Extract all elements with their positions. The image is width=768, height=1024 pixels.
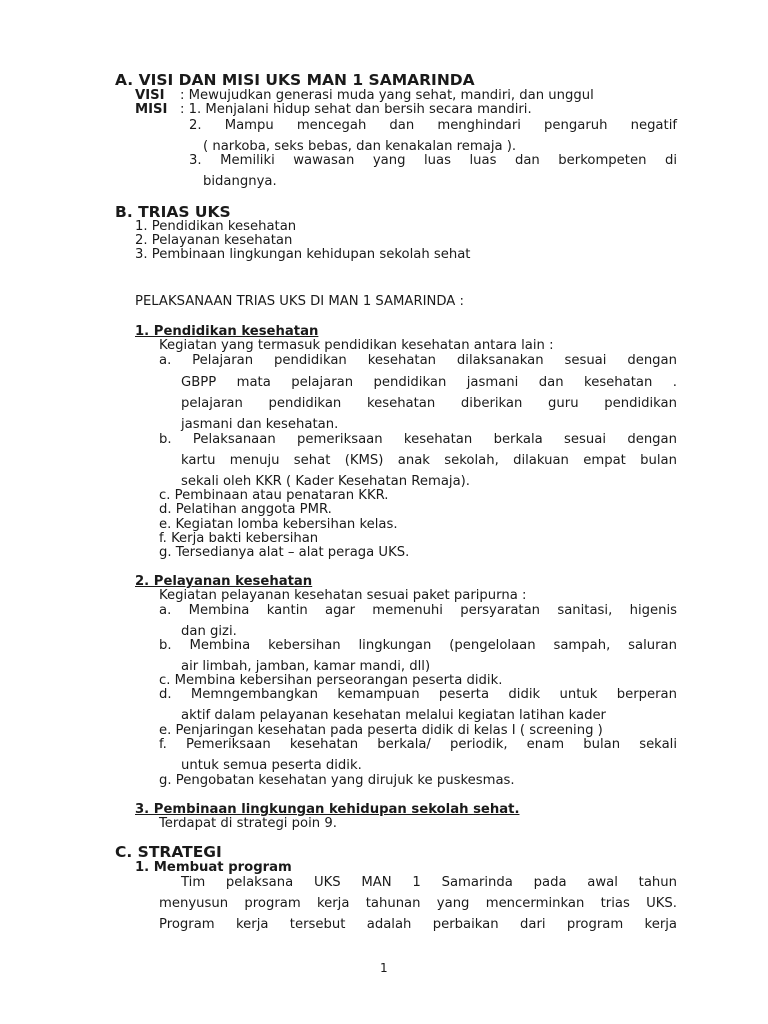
section-b-heading: B. TRIAS UKS xyxy=(115,203,231,221)
trias-item-3: 3. Pembinaan lingkungan kehidupan sekolah sehat xyxy=(135,247,471,262)
pelaksanaan-title: PELAKSANAAN TRIAS UKS DI MAN 1 SAMARINDA : xyxy=(135,294,464,309)
page-number: 1 xyxy=(380,961,388,975)
pelayanan-f-line-1: f. Pemeriksaan kesehatan berkala/ periodik, enam bulan sekali xyxy=(159,737,677,752)
section-c-heading: C. STRATEGI xyxy=(115,843,222,861)
pendidikan-heading: 1. Pendidikan kesehatan xyxy=(135,324,319,339)
pelayanan-f-line-2: untuk semua peserta didik. xyxy=(181,758,362,773)
misi-label: MISI xyxy=(135,102,168,117)
pelayanan-g: g. Pengobatan kesehatan yang dirujuk ke puskesmas. xyxy=(159,773,515,788)
pendidikan-a-line-2: GBPP mata pelajaran pendidikan jasmani dan kesehatan . xyxy=(181,375,677,390)
pelayanan-e: e. Penjaringan kesehatan pada peserta didik di kelas I ( screening ) xyxy=(159,723,603,738)
pembinaan-text: Terdapat di strategi poin 9. xyxy=(159,816,337,831)
pendidikan-f: f. Kerja bakti kebersihan xyxy=(159,531,319,546)
pendidikan-b-line-2: kartu menuju sehat (KMS) anak sekolah, dilakuan empat bulan xyxy=(181,453,677,468)
misi-item-1: : 1. Menjalani hidup sehat dan bersih secara mandiri. xyxy=(180,102,532,117)
visi-label: VISI xyxy=(135,88,165,103)
pendidikan-c: c. Pembinaan atau penataran KKR. xyxy=(159,488,389,503)
pendidikan-b-line-1: b. Pelaksanaan pemeriksaan kesehatan berkala sesuai dengan xyxy=(159,432,677,447)
strategi-line-2: menyusun program kerja tahunan yang mencerminkan trias UKS. xyxy=(159,896,677,911)
pelayanan-b-line-2: air limbah, jamban, kamar mandi, dll) xyxy=(181,659,431,674)
trias-item-1: 1. Pendidikan kesehatan xyxy=(135,219,297,234)
pendidikan-intro: Kegiatan yang termasuk pendidikan kesehatan antara lain : xyxy=(159,338,554,353)
pelayanan-b-line-1: b. Membina kebersihan lingkungan (pengelolaan sampah, saluran xyxy=(159,638,677,653)
misi-item-3-line-2: bidangnya. xyxy=(203,174,277,189)
pendidikan-a-line-1: a. Pelajaran pendidikan kesehatan dilaksanakan sesuai dengan xyxy=(159,353,677,368)
pendidikan-b-line-3: sekali oleh KKR ( Kader Kesehatan Remaja). xyxy=(181,474,470,489)
pendidikan-d: d. Pelatihan anggota PMR. xyxy=(159,502,332,517)
pembinaan-heading: 3. Pembinaan lingkungan kehidupan sekolah sehat. xyxy=(135,802,520,817)
pendidikan-a-line-3: pelajaran pendidikan kesehatan diberikan guru pendidikan xyxy=(181,396,677,411)
pendidikan-g: g. Tersedianya alat – alat peraga UKS. xyxy=(159,545,410,560)
misi-item-2-line-2: ( narkoba, seks bebas, dan kenakalan remaja ). xyxy=(203,139,517,154)
pelayanan-a-line-1: a. Membina kantin agar memenuhi persyaratan sanitasi, higenis xyxy=(159,603,677,618)
pelayanan-heading: 2. Pelayanan kesehatan xyxy=(135,574,313,589)
pelayanan-a-line-2: dan gizi. xyxy=(181,624,237,639)
pelayanan-d-line-1: d. Memngembangkan kemampuan peserta didik untuk berperan xyxy=(159,687,677,702)
pendidikan-e: e. Kegiatan lomba kebersihan kelas. xyxy=(159,517,398,532)
visi-text: : Mewujudkan generasi muda yang sehat, mandiri, dan unggul xyxy=(180,88,594,103)
pelayanan-d-line-2: aktif dalam pelayanan kesehatan melalui kegiatan latihan kader xyxy=(181,708,606,723)
strategi-sub-heading: 1. Membuat program xyxy=(135,860,292,875)
strategi-line-3: Program kerja tersebut adalah perbaikan dari program kerja xyxy=(159,917,677,932)
pelayanan-intro: Kegiatan pelayanan kesehatan sesuai paket paripurna : xyxy=(159,588,527,603)
section-a-heading: A. VISI DAN MISI UKS MAN 1 SAMARINDA xyxy=(115,71,475,89)
pelayanan-c: c. Membina kebersihan perseorangan peserta didik. xyxy=(159,673,503,688)
misi-item-2-line-1: 2. Mampu mencegah dan menghindari pengaruh negatif xyxy=(189,118,677,133)
pendidikan-a-line-4: jasmani dan kesehatan. xyxy=(181,417,339,432)
misi-item-3-line-1: 3. Memiliki wawasan yang luas luas dan berkompeten di xyxy=(189,153,677,168)
trias-item-2: 2. Pelayanan kesehatan xyxy=(135,233,293,248)
strategi-line-1: Tim pelaksana UKS MAN 1 Samarinda pada awal tahun xyxy=(181,875,677,890)
